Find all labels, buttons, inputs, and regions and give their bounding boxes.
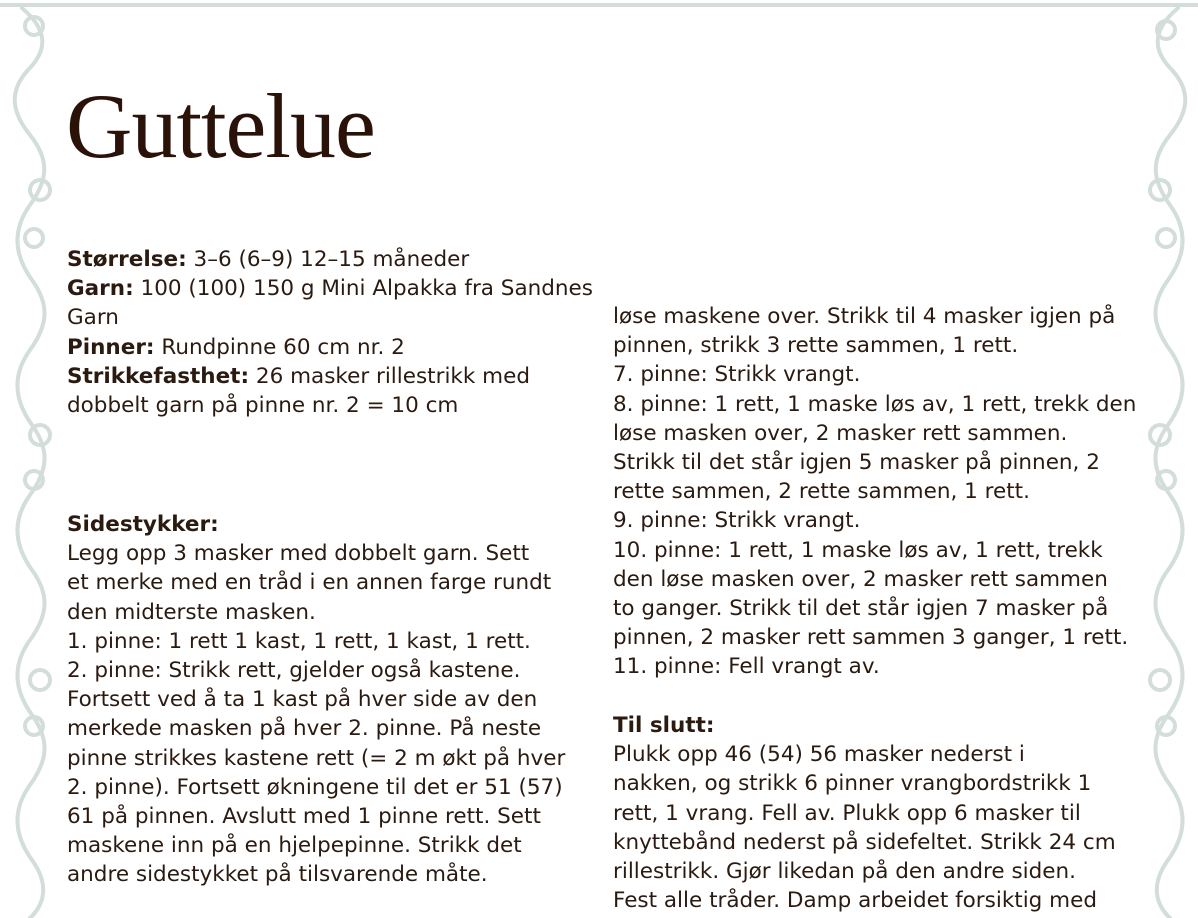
paragraph-line: 11. pinne: Fell vrangt av.: [613, 654, 880, 680]
section-sidestykker: [67, 510, 587, 890]
section-continued: [613, 302, 1153, 682]
paragraph-line: rett, 1 vrang. Fell av. Plukk opp 6 masker til: [613, 800, 1081, 826]
paragraph-line: løse maskene over. Strikk til 4 masker igjen på: [613, 304, 1116, 329]
paragraph-line: to ganger. Strikk til det står igjen 7 masker på: [613, 596, 1109, 622]
paragraph-line: Legg opp 3 masker med dobbelt garn. Sett: [67, 541, 530, 567]
paragraph-line: pinne strikkes kastene rett (= 2 m økt på hver: [67, 745, 566, 771]
spec-value: 3–6 (6–9) 12–15 måneder: [193, 247, 470, 272]
paragraph-line: Plukk opp 46 (54) 56 masker nederst i: [613, 742, 1025, 768]
paragraph-line: rette sammen, 2 rette sammen, 1 rett.: [613, 479, 1030, 505]
page-title: Guttelue: [66, 75, 375, 177]
spec-value: Rundpinne 60 cm nr. 2: [161, 334, 405, 360]
border-left-vine: [15, 8, 45, 918]
border-left-loop: [25, 229, 43, 247]
paragraph-line: et merke med en tråd i en annen farge rundt: [67, 570, 552, 596]
paragraph-line: Strikk til det står igjen 5 masker på pinnen, 2: [613, 450, 1100, 476]
paragraph-line: 61 på pinnen. Avslutt med 1 pinne rett. Sett: [67, 804, 541, 830]
spec-value: 26 masker rillestrikk med: [255, 363, 530, 389]
paragraph-line: 10. pinne: 1 rett, 1 maske løs av, 1 rett, trekk: [613, 537, 1103, 563]
spec-yarn: [67, 274, 593, 303]
spec-gauge-cont: dobbelt garn på pinne nr. 2 = 10 cm: [67, 393, 459, 419]
paragraph-line: pinnen, strikk 3 rette sammen, 1 rett.: [613, 333, 1019, 359]
paragraph-line: 9. pinne: Strikk vrangt.: [613, 508, 861, 534]
spec-label: Størrelse:: [67, 247, 187, 272]
paragraph-line: 8. pinne: 1 rett, 1 maske løs av, 1 rett, trekk den: [613, 391, 1137, 417]
paragraph-line: den løse masken over, 2 masker rett sammen: [613, 566, 1108, 592]
border-left-loop: [30, 670, 50, 690]
paragraph-line: 1. pinne: 1 rett 1 kast, 1 rett, 1 kast, 1 rett.: [67, 628, 531, 654]
paragraph-line: knyttebånd nederst på sidefeltet. Strikk 24 cm: [613, 829, 1116, 855]
spec-label: Garn:: [67, 276, 134, 302]
paragraph-line: 2. pinne). Fortsett økningene til det er 51 (57): [67, 774, 563, 800]
spec-label: Strikkefasthet:: [67, 363, 250, 389]
section-heading: Til slutt:: [613, 713, 715, 738]
spec-label: Pinner:: [67, 334, 155, 360]
section-heading: Sidestykker:: [67, 512, 219, 537]
paragraph-line: den midterste masken.: [67, 599, 316, 625]
spec-value: 100 (100) 150 g Mini Alpakka fra Sandnes: [140, 276, 593, 302]
specs-block: [67, 245, 593, 420]
spec-needles: [67, 333, 587, 362]
spec-yarn-cont: Garn: [67, 305, 119, 331]
paragraph-line: 7. pinne: Strikk vrangt.: [613, 362, 861, 388]
border-right-loop: [1157, 229, 1175, 247]
spec-gauge: [67, 362, 587, 391]
paragraph-line: andre sidestykket på tilsvarende måte.: [67, 862, 488, 888]
paragraph-line: pinnen, 2 masker rett sammen 3 ganger, 1 rett.: [613, 625, 1129, 651]
border-right-vine: [1155, 8, 1185, 918]
paragraph-line: Fest alle tråder. Damp arbeidet forsiktig med: [613, 888, 1097, 914]
paragraph-line: maskene inn på en hjelpepinne. Strikk det: [67, 833, 522, 859]
paragraph-line: nakken, og strikk 6 pinner vrangbordstrikk 1: [613, 771, 1092, 797]
paragraph-line: merkede masken på hver 2. pinne. På neste: [67, 716, 542, 742]
paragraph-line: rillestrikk. Gjør likedan på den andre siden.: [613, 859, 1076, 885]
paragraph-line: Fortsett ved å ta 1 kast på hver side av den: [67, 687, 538, 713]
spec-size: [67, 245, 587, 274]
border-right-loop: [1150, 670, 1170, 690]
paragraph-line: 2. pinne: Strikk rett, gjelder også kastene.: [67, 658, 521, 684]
paragraph-line: løse masken over, 2 masker rett sammen.: [613, 420, 1068, 446]
section-til-slutt: [613, 711, 1153, 915]
